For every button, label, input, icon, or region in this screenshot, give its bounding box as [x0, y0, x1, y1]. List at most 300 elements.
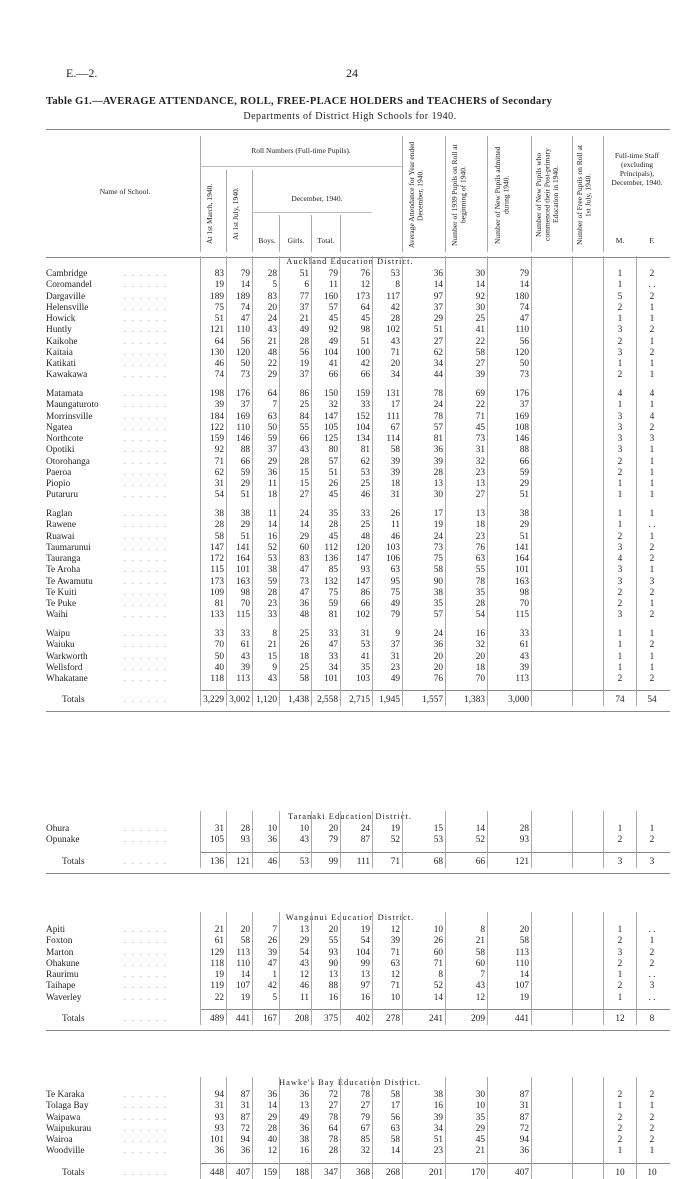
free-cell: 94 [519, 1135, 529, 1145]
girls-cell: 6 [304, 280, 309, 291]
avg-cell: 85 [360, 1135, 370, 1145]
boys-cell: 43 [267, 674, 277, 684]
column-rule [279, 1077, 280, 1179]
column-rule [445, 1077, 446, 1179]
f-cell: 1 [649, 467, 655, 478]
roll1939-cell: 8 [395, 280, 400, 291]
total-cell: 90 [328, 958, 338, 969]
f-cell: . . [648, 992, 656, 1003]
table-row [0, 947, 700, 959]
m-cell: 1 [617, 1101, 623, 1112]
girls-cell: 49 [299, 1112, 309, 1123]
newpp-cell: 23 [475, 467, 485, 478]
boys-cell: 83 [267, 291, 277, 302]
december-header: December, 1940. [291, 194, 343, 203]
avg-cell: 152 [356, 411, 370, 422]
free-cell: 407 [515, 1167, 529, 1178]
avg-cell: 33 [360, 509, 370, 519]
leader-dots: . . . . . . [124, 662, 168, 672]
free-cell: 28 [519, 824, 529, 834]
school-name: Helensville [46, 302, 89, 313]
leader-dots: . . . . . . [124, 370, 168, 380]
boys-cell: 15 [267, 651, 277, 662]
free-cell: 88 [519, 445, 529, 456]
school-name: Marton [46, 947, 74, 958]
boys-cell: 11 [268, 509, 277, 519]
newpp-cell: 39 [475, 370, 485, 381]
m-cell: 1 [617, 520, 623, 531]
total-cell: 47 [328, 640, 338, 651]
totals-row [0, 694, 700, 706]
july-cell: 51 [240, 531, 250, 542]
boys-cell: 28 [267, 269, 277, 279]
newpp-cell: 1,383 [464, 695, 485, 706]
roll1939-cell: 42 [390, 302, 400, 313]
girls-cell: 86 [299, 389, 309, 399]
f-cell: 1 [649, 302, 655, 313]
march-cell: 83 [214, 269, 224, 279]
july-cell: 29 [240, 520, 250, 531]
m-cell: 1 [617, 992, 623, 1003]
average-attendance-header: Average Attendance for Year ended December, 1940. [407, 141, 425, 249]
july-cell: 110 [236, 422, 250, 433]
roll1939-cell: 71 [390, 981, 400, 992]
table-row [0, 553, 700, 565]
march-cell: 92 [214, 445, 224, 456]
f-cell: 1 [649, 1101, 655, 1112]
column-rule [603, 912, 604, 1025]
roll1939-cell: 58 [390, 1090, 400, 1100]
totals-rule [200, 690, 670, 691]
girls-cell: 13 [299, 1101, 309, 1112]
table-row [0, 399, 700, 411]
newpp-cell: 31 [475, 445, 485, 456]
column-rule [603, 811, 604, 868]
avg-cell: 53 [360, 640, 370, 651]
girls-header: Girls. [287, 236, 305, 245]
leader-dots: . . . . . . [124, 1167, 168, 1177]
column-rule [445, 256, 446, 706]
total-cell: 150 [324, 389, 338, 399]
free-cell: 115 [515, 610, 529, 621]
girls-cell: 1,438 [288, 695, 309, 706]
column-rule [311, 912, 312, 1025]
boys-cell: 1 [272, 970, 277, 980]
march-cell: 3,229 [203, 695, 224, 706]
f-cell: 2 [649, 674, 655, 684]
march-cell: 115 [210, 565, 224, 576]
free-cell: 43 [519, 651, 529, 662]
march-cell: 173 [210, 576, 224, 587]
total-cell: 2,558 [317, 695, 338, 706]
free-cell: 98 [519, 587, 529, 598]
free-cell: 441 [515, 1013, 529, 1024]
f-cell: 1 [649, 662, 655, 673]
avg-cell: 98 [360, 325, 370, 336]
school-name: Huntly [46, 325, 72, 336]
f-cell: 2 [649, 269, 655, 279]
f-cell: 1 [649, 651, 655, 662]
free-cell: 39 [519, 662, 529, 673]
boys-cell: 29 [267, 456, 277, 467]
girls-cell: 73 [299, 576, 309, 587]
avg-cell: 76 [360, 269, 370, 279]
july-cell: 66 [240, 456, 250, 467]
march-cell: 93 [214, 1123, 224, 1134]
m-cell: 1 [617, 925, 623, 935]
newpp-cell: 13 [475, 479, 485, 489]
avg-cell: 173 [356, 291, 370, 302]
f-cell: 2 [649, 1123, 655, 1134]
march-cell: 118 [210, 674, 224, 684]
newpp-cell: 21 [475, 1146, 485, 1157]
roll1939-cell: 75 [390, 587, 400, 598]
newpp-cell: 10 [475, 1101, 485, 1112]
f-cell: 2 [649, 640, 655, 651]
new-cell: 39 [433, 1112, 443, 1123]
march-cell: 147 [210, 542, 224, 553]
roll1939-cell: 18 [390, 479, 400, 489]
newpp-cell: 71 [475, 411, 485, 422]
avg-cell: 147 [356, 576, 370, 587]
roll1939-cell: 114 [386, 434, 400, 444]
avg-cell: 64 [360, 302, 370, 313]
girls-cell: 15 [299, 479, 309, 489]
free-cell: 50 [519, 359, 529, 369]
total-cell: 13 [328, 970, 338, 980]
leader-dots: . . . . . . [124, 1090, 168, 1099]
avg-cell: 24 [360, 824, 370, 834]
roll1939-cell: 23 [390, 662, 400, 673]
leader-dots: . . . . . . [124, 314, 168, 323]
leader-dots: . . . . . . [124, 389, 168, 398]
boys-cell: 40 [267, 1135, 277, 1145]
school-name: Waihi [46, 610, 68, 621]
total-cell: 79 [328, 835, 338, 846]
leader-dots: . . . . . . [124, 302, 168, 312]
f-cell: 2 [649, 347, 655, 358]
new-cell: 44 [433, 370, 443, 381]
march-cell: 40 [214, 662, 224, 673]
newpp-cell: 45 [475, 1135, 485, 1145]
roll1939-cell: 67 [390, 422, 400, 433]
roll1939-cell: 56 [390, 1112, 400, 1123]
girls-cell: 47 [299, 587, 309, 598]
boys-cell: 23 [267, 599, 277, 609]
total-cell: 132 [324, 576, 338, 587]
total-cell: 32 [328, 400, 338, 411]
m-cell: 2 [617, 531, 623, 542]
girls-cell: 54 [299, 947, 309, 958]
total-cell: 125 [324, 434, 338, 444]
boys-cell: 63 [267, 411, 277, 422]
boys-cell: 20 [267, 302, 277, 313]
new-cell: 26 [433, 936, 443, 947]
totals-rule [200, 1009, 670, 1010]
leader-dots: . . . . . . [124, 359, 168, 368]
girls-cell: 28 [299, 456, 309, 467]
new-cell: 37 [433, 302, 443, 313]
table-row [0, 958, 700, 970]
free-cell: 74 [519, 302, 529, 313]
m-cell: 3 [617, 347, 623, 358]
school-name: Coromandel [46, 280, 92, 291]
roll1939-cell: 17 [390, 400, 400, 411]
boys-cell: 5 [272, 992, 277, 1003]
avg-cell: 41 [360, 651, 370, 662]
m-cell: 3 [617, 434, 623, 444]
july-cell: 115 [236, 610, 250, 621]
free-cell: 73 [519, 370, 529, 381]
page-code: E.—2. [66, 66, 98, 80]
july-cell: 121 [236, 856, 250, 867]
boys-cell: 21 [267, 640, 277, 651]
m-cell: 2 [617, 456, 623, 467]
school-name: Kaikohe [46, 336, 78, 347]
staff-f-header: F. [649, 236, 655, 245]
totals-label: Totals [62, 695, 85, 706]
new-cell: 17 [433, 509, 443, 519]
girls-cell: 37 [299, 370, 309, 381]
f-cell: 2 [649, 291, 655, 302]
march-cell: 105 [210, 835, 224, 846]
column-rule [636, 811, 637, 868]
total-cell: 26 [328, 479, 338, 489]
m-cell: 2 [617, 674, 623, 684]
m-cell: 1 [617, 662, 623, 673]
column-rule [487, 1077, 488, 1179]
roll1939-cell: 39 [390, 467, 400, 478]
post-primary-header: Number of New Pupils who commenced their Post-primary Education in 1940. [534, 148, 560, 242]
march-cell: 136 [210, 856, 224, 867]
july-cell: 87 [240, 1112, 250, 1123]
total-cell: 34 [328, 662, 338, 673]
july-cell: 110 [236, 325, 250, 336]
f-cell: 1 [649, 479, 655, 489]
column-rule [445, 912, 446, 1025]
roll1939-cell: 63 [390, 1123, 400, 1134]
leader-dots: . . . . . . [124, 509, 168, 518]
new-cell: 34 [433, 1123, 443, 1134]
newpp-cell: 20 [475, 651, 485, 662]
avg-cell: 53 [360, 467, 370, 478]
avg-cell: 368 [356, 1167, 370, 1178]
total-cell: 64 [328, 1123, 338, 1134]
new-cell: 76 [433, 674, 443, 684]
leader-dots: . . . . . . [124, 576, 168, 586]
school-name: Wellsford [46, 662, 83, 673]
column-rule [636, 1077, 637, 1179]
newpp-cell: 30 [475, 302, 485, 313]
staff-header: Full-time Staff (excluding Principals), December, 1940. [611, 151, 663, 187]
new-cell: 57 [433, 422, 443, 433]
boys-cell: 59 [267, 576, 277, 587]
school-name: Waverley [46, 992, 82, 1003]
girls-cell: 11 [300, 992, 309, 1003]
roll1939-cell: 79 [390, 610, 400, 621]
free-cell: 59 [519, 467, 529, 478]
free-cell: 58 [519, 936, 529, 947]
school-name: Whakatane [46, 674, 88, 684]
july-cell: 120 [236, 347, 250, 358]
f-cell: 1 [649, 936, 655, 947]
school-name: Te Awamutu [46, 576, 93, 587]
roll1939-cell: 49 [390, 599, 400, 609]
free-cell: 87 [519, 1112, 529, 1123]
newpp-cell: 70 [475, 674, 485, 684]
roll1939-cell: 52 [390, 835, 400, 846]
avg-cell: 87 [360, 835, 370, 846]
roll1939-cell: 278 [386, 1013, 400, 1024]
avg-cell: 32 [360, 1146, 370, 1157]
new-cell: 52 [433, 981, 443, 992]
m-cell: 2 [617, 1123, 623, 1134]
newpp-cell: 92 [475, 291, 485, 302]
table-row [0, 456, 700, 468]
m-cell: 1 [617, 640, 623, 651]
school-name: Matamata [46, 389, 84, 399]
school-name: Katikati [46, 359, 76, 369]
total-cell: 45 [328, 531, 338, 542]
free-cell: 19 [519, 992, 529, 1003]
roll1939-cell: 34 [390, 370, 400, 381]
table-row [0, 576, 700, 588]
march-cell: 58 [214, 531, 224, 542]
m-cell: 2 [617, 302, 623, 313]
roll1939-cell: 111 [386, 411, 400, 422]
column-rule [279, 256, 280, 706]
column-rule [402, 912, 403, 1025]
march-cell: 189 [210, 291, 224, 302]
girls-cell: 26 [299, 640, 309, 651]
march-cell: 38 [214, 509, 224, 519]
free-cell: 61 [519, 640, 529, 651]
boys-cell: 9 [272, 662, 277, 673]
f-cell: 3 [649, 856, 655, 867]
girls-cell: 13 [299, 925, 309, 935]
column-rule [252, 912, 253, 1025]
table-row [0, 358, 700, 370]
roll1939-cell: 12 [390, 925, 400, 935]
girls-cell: 53 [299, 856, 309, 867]
newpp-cell: 32 [475, 640, 485, 651]
column-rule [252, 1077, 253, 1179]
boys-cell: 28 [267, 587, 277, 598]
boys-cell: 12 [267, 1146, 277, 1157]
column-rule [200, 256, 201, 706]
new-cell: 68 [433, 856, 443, 867]
school-name: Kaitaia [46, 347, 73, 358]
newpp-cell: 8 [480, 925, 485, 935]
avg-cell: 100 [356, 347, 370, 358]
district-separator [46, 1030, 670, 1031]
march-header: At 1st March, 1940. [205, 183, 214, 245]
table-row [0, 935, 700, 947]
july-cell: 31 [240, 1101, 250, 1112]
table-row [0, 336, 700, 348]
m-cell: 1 [617, 509, 623, 519]
newpp-cell: 41 [475, 325, 485, 336]
total-cell: 136 [324, 554, 338, 564]
f-cell: . . [648, 925, 656, 935]
boys-cell: 46 [267, 856, 277, 867]
column-rule [279, 811, 280, 868]
free-cell: 14 [519, 970, 529, 980]
column-rule [572, 256, 573, 706]
table-row [0, 609, 700, 621]
table-row [0, 467, 700, 479]
leader-dots: . . . . . . [124, 411, 168, 421]
free-cell: 70 [519, 599, 529, 609]
girls-cell: 37 [299, 302, 309, 313]
m-cell: 3 [617, 565, 623, 576]
july-cell: 88 [240, 445, 250, 456]
f-cell: 2 [649, 587, 655, 598]
total-cell: 85 [328, 565, 338, 576]
new-cell: 14 [433, 992, 443, 1003]
free-cell: 36 [519, 1146, 529, 1157]
leader-dots: . . . . . . [124, 445, 168, 455]
column-rule [531, 256, 532, 706]
table-row [0, 1134, 700, 1146]
leader-dots: . . . . . . [124, 565, 168, 575]
free-cell: 66 [519, 456, 529, 467]
march-cell: 172 [210, 554, 224, 564]
total-cell: 147 [324, 411, 338, 422]
roll1939-cell: 1,945 [379, 695, 400, 706]
free-cell: 113 [515, 947, 529, 958]
new-cell: 51 [433, 1135, 443, 1145]
m-cell: 2 [617, 1090, 623, 1100]
roll1939-cell: 10 [390, 992, 400, 1003]
total-cell: 28 [328, 1146, 338, 1157]
avg-cell: 86 [360, 587, 370, 598]
school-name: Maungaturoto [46, 400, 99, 411]
f-cell: 2 [649, 554, 655, 564]
f-cell: 1 [649, 599, 655, 609]
total-cell: 112 [324, 542, 338, 553]
march-cell: 19 [214, 970, 224, 980]
m-cell: 3 [617, 325, 623, 336]
f-cell: 2 [649, 542, 655, 553]
newpp-cell: 69 [475, 389, 485, 399]
column-rule [372, 256, 373, 706]
total-cell: 20 [328, 824, 338, 834]
newpp-cell: 18 [475, 520, 485, 531]
leader-dots: . . . . . . [124, 947, 168, 957]
avg-cell: 2,715 [349, 695, 370, 706]
table-row [0, 980, 700, 992]
leader-dots: . . . . . . [124, 856, 168, 866]
roll1939-cell: 49 [390, 674, 400, 684]
roll1939-cell: 26 [390, 509, 400, 519]
july-cell: 93 [240, 835, 250, 846]
newpp-cell: 14 [475, 824, 485, 834]
march-cell: 71 [214, 456, 224, 467]
roll1939-cell: 17 [390, 1101, 400, 1112]
avg-cell: 45 [360, 314, 370, 324]
newpp-cell: 60 [475, 958, 485, 969]
m-cell: 4 [617, 389, 623, 399]
free-cell: 29 [519, 520, 529, 531]
total-cell: 55 [328, 936, 338, 947]
m-cell: 1 [617, 400, 623, 411]
m-cell: 1 [617, 280, 623, 291]
m-cell: 2 [617, 958, 623, 969]
free-cell: 108 [515, 422, 529, 433]
girls-cell: 58 [299, 674, 309, 684]
column-rule [252, 256, 253, 706]
